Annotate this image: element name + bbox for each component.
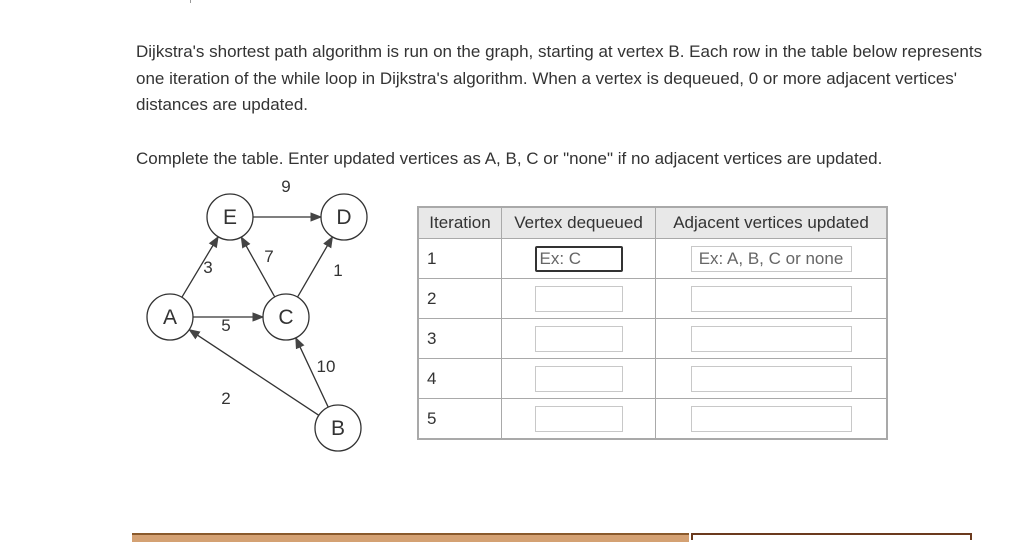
edge-weight-C-E: 7 xyxy=(264,247,274,266)
vertex-C xyxy=(263,294,309,340)
problem-instructions: Complete the table. Enter updated vertices as A, B, C or "none" if no adjacent vertices are updated. xyxy=(136,149,883,168)
vertex-label: E xyxy=(222,206,238,229)
vertex-dequeued-input-1[interactable] xyxy=(535,246,623,272)
vertex-A xyxy=(147,294,193,340)
iteration-number: 2 xyxy=(418,279,502,319)
edge-weight-E-D: 9 xyxy=(281,177,291,196)
vertex-label: D xyxy=(336,206,352,229)
vertex-dequeued-input-5[interactable] xyxy=(535,406,623,432)
edge-B-A xyxy=(189,330,319,416)
vertex-dequeued-input-2[interactable] xyxy=(535,286,623,312)
table-row xyxy=(418,359,887,399)
adjacent-updated-input-1[interactable] xyxy=(691,246,852,272)
adjacent-updated-input-5[interactable] xyxy=(691,406,852,432)
adjacent-updated-input-2[interactable] xyxy=(691,286,852,312)
bottom-action-bar xyxy=(132,533,689,542)
edge-C-D xyxy=(298,237,333,297)
vertex-label: C xyxy=(278,306,294,329)
header-adjacent-updated: Adjacent vertices updated xyxy=(656,207,888,239)
table-row xyxy=(418,239,887,279)
iteration-number: 5 xyxy=(418,399,502,440)
edge-weight-B-A: 2 xyxy=(221,389,231,408)
iteration-number: 1 xyxy=(418,239,502,279)
table-header-row xyxy=(418,207,887,239)
vertex-B xyxy=(315,405,361,451)
iteration-number: 3 xyxy=(418,319,502,359)
table-row xyxy=(418,279,887,319)
dijkstra-graph xyxy=(130,176,390,466)
edge-weight-C-D: 1 xyxy=(333,261,343,280)
adjacent-updated-input-3[interactable] xyxy=(691,326,852,352)
adjacent-updated-input-4[interactable] xyxy=(691,366,852,392)
vertex-D xyxy=(321,194,367,240)
vertex-E xyxy=(207,194,253,240)
bottom-action-box xyxy=(691,533,972,540)
top-divider-tick xyxy=(190,0,191,3)
edge-weight-A-C: 5 xyxy=(221,316,231,335)
iteration-table xyxy=(417,206,888,440)
table-row xyxy=(418,319,887,359)
edge-weight-A-E: 3 xyxy=(203,258,213,277)
iteration-number: 4 xyxy=(418,359,502,399)
problem-description: Dijkstra's shortest path algorithm is run on the graph, starting at vertex B. Each row in the table below represents one iteration of the while loop in Dijkstra's algorithm. When a vertex is dequeued, 0 or more adjacent vertices' distances are updated. xyxy=(136,42,983,114)
vertex-dequeued-input-4[interactable] xyxy=(535,366,623,392)
header-iteration: Iteration xyxy=(418,207,502,239)
vertex-label: A xyxy=(162,306,178,329)
vertex-label: B xyxy=(330,417,346,440)
edge-weight-B-C: 10 xyxy=(316,357,336,376)
vertex-dequeued-input-3[interactable] xyxy=(535,326,623,352)
header-vertex-dequeued: Vertex dequeued xyxy=(502,207,656,239)
table-row xyxy=(418,399,887,440)
